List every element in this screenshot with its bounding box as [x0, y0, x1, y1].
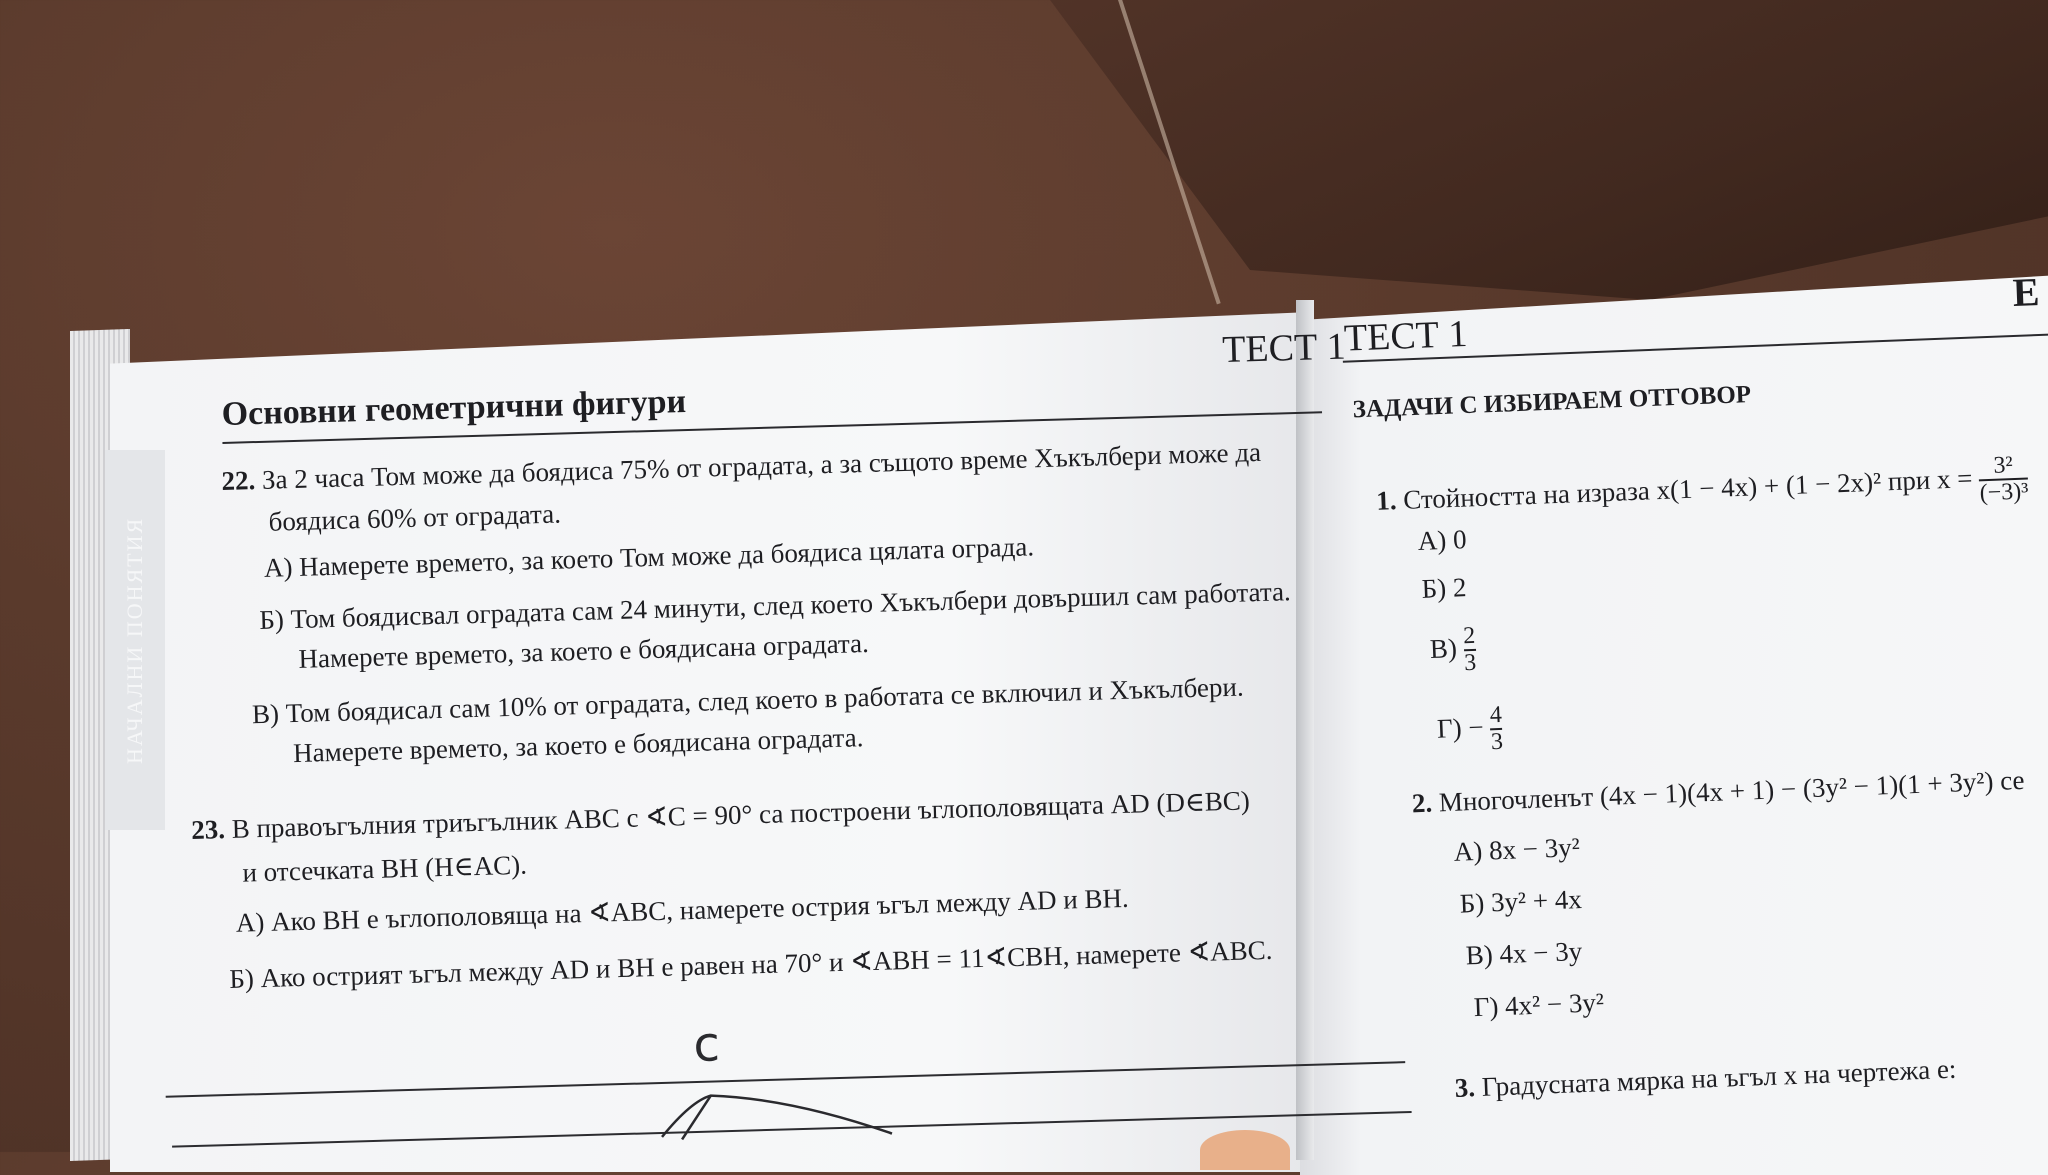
q1-option-a: А) 0 — [1417, 524, 1468, 556]
section-title: Основни геометрични фигури — [221, 383, 687, 433]
question-number: 1. — [1375, 485, 1398, 516]
question-text: Многочленът (4x − 1)(4x + 1) − (3y² − 1)(1 + 3y²) се — [1438, 764, 2025, 818]
problem-number: 22. — [221, 465, 256, 496]
fraction — [1489, 703, 1503, 756]
problem-23-b: Б) Ако острият ъгъл между AD и BH е равен на 70° и ∢ABH = 11∢CBH, намерете ∢ABC. — [229, 934, 1273, 994]
problem-22-line2: боядиса 60% от оградата. — [268, 498, 562, 537]
question-number: 2. — [1411, 787, 1433, 819]
q2-option-a: А) 8x − 3y² — [1453, 831, 1581, 867]
side-tab: НАЧАЛНИ ПОНЯТИЯ — [105, 450, 165, 830]
handwritten-letter: c — [692, 1016, 721, 1074]
problem-23-a: А) Ако BH е ъглополовяща на ∢ABC, намерете острия ъгъл между AD и BH. — [235, 882, 1130, 938]
question-2 — [1411, 765, 2025, 820]
q1-option-c — [1429, 624, 1477, 678]
page-header: ТЕСТ 1 — [1221, 325, 1347, 372]
subheader: ЗАДАЧИ С ИЗБИРАЕМ ОТГОВОР — [1352, 381, 1752, 424]
question-text: Стойността на израза x(1 − 4x) + (1 − 2x)² при x = — [1402, 463, 1974, 515]
q1-option-b: Б) 2 — [1421, 572, 1467, 604]
problem-text: В правоъгълния триъгълник ABC с ∢C = 90° са построени ъглополовящата AD (D∈BC) — [231, 785, 1251, 844]
q2-option-c: В) 4x − 3y — [1465, 935, 1583, 971]
fraction — [1463, 624, 1477, 677]
fraction — [1978, 453, 2029, 507]
fingertip — [1200, 1130, 1290, 1170]
problem-22-c-cont: Намерете времето, за което е боядисана оградата. — [292, 722, 864, 769]
problem-22-b: Б) Том боядисвал оградата сам 24 минути, след което Хъкълбери довършил сам работата. — [258, 576, 1292, 635]
fraction-numerator: 2 — [1462, 622, 1476, 650]
fraction-denominator: (−3)³ — [1979, 478, 2029, 507]
problem-text: За 2 часа Том може да боядиса 75% от оградата, а за същото време Хъкълбери може да — [261, 436, 1262, 495]
fraction-numerator: 4 — [1489, 701, 1503, 729]
fraction-denominator: 3 — [1490, 729, 1504, 756]
fraction-numerator: 3² — [1992, 452, 2014, 479]
q2-option-b: Б) 3y² + 4x — [1459, 883, 1583, 919]
problem-22-c: В) Том боядисал сам 10% от оградата, след което в работата се включил и Хъкълбери. — [251, 671, 1244, 730]
q1-option-d — [1436, 703, 1503, 758]
problem-22-b-cont: Намерете времето, за което е боядисана оградата. — [298, 627, 870, 674]
question-text: Градусната мярка на ъгъл x на чертежа е: — [1481, 1053, 1957, 1102]
q2-option-d: Г) 4x² − 3y² — [1473, 987, 1605, 1023]
option-label: Г) − — [1436, 711, 1485, 744]
question-number: 3. — [1454, 1072, 1476, 1103]
question-1 — [1375, 453, 2029, 530]
corner-letter: Е — [2011, 268, 2041, 315]
fraction-denominator: 3 — [1463, 650, 1477, 677]
problem-23-line2: и отсечката BH (H∈AC). — [242, 849, 528, 888]
problem-22-a: А) Намерете времето, за което Том може да боядиса цялата ограда. — [263, 531, 1035, 583]
problem-number: 23. — [190, 814, 226, 845]
page-header: ТЕСТ 1 — [1343, 312, 1469, 360]
option-label: В) — [1429, 632, 1458, 664]
